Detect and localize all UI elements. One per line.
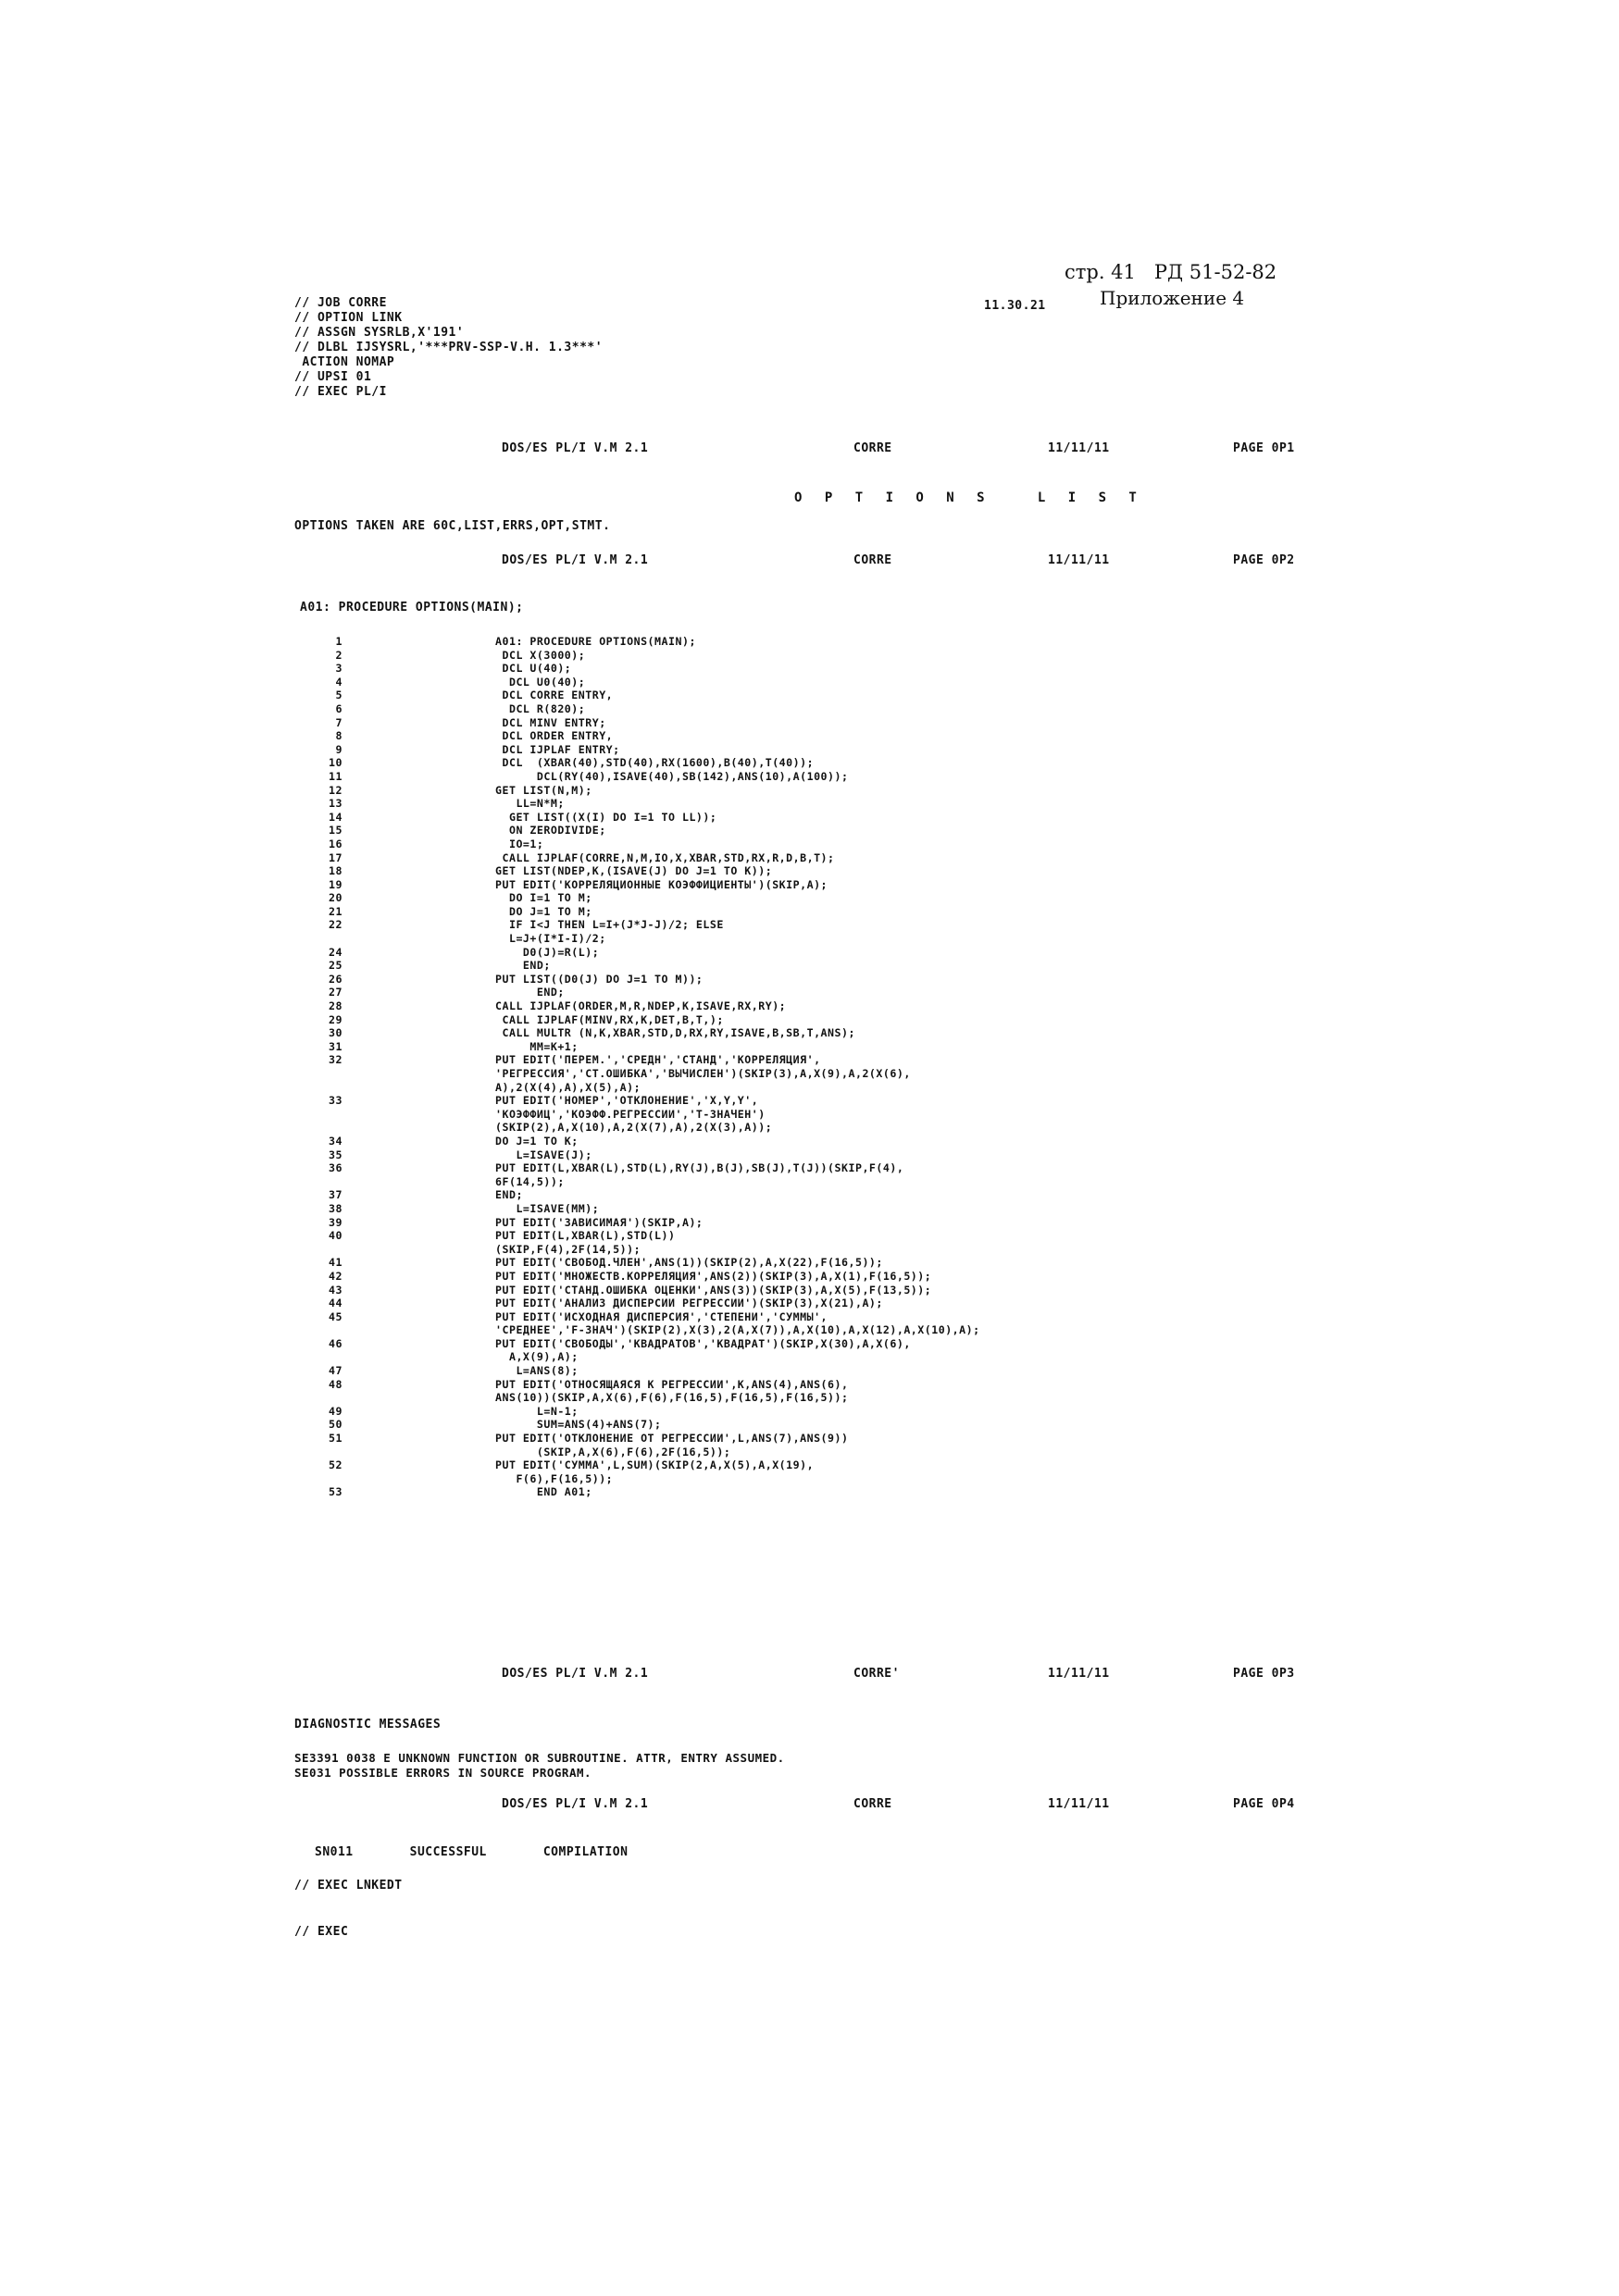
statement-number: 50 — [329, 1418, 342, 1432]
source-statement: CALL IJPLAF(MINV,RX,K,DET,B,T,); — [495, 1012, 724, 1026]
statement-number: 45 — [329, 1309, 342, 1323]
source-statement: END; — [495, 959, 551, 973]
source-statement: PUT EDIT('СТАНД.ОШИБКА ОЦЕНКИ',ANS(3))(SKIP(3),A,X(5),F(13,5)); — [495, 1283, 932, 1297]
statement-number: 16 — [329, 837, 342, 850]
source-statement: END A01; — [495, 1485, 592, 1499]
jcl-line: // UPSI 01 — [294, 370, 372, 384]
source-statement: PUT EDIT('ОТКЛОНЕНИЕ ОТ РЕГРЕССИИ',L,ANS(7),ANS(9)) — [495, 1432, 849, 1446]
source-statement: DCL (XBAR(40),STD(40),RX(1600),B(40),T(40)); — [495, 756, 815, 770]
statement-number: 48 — [329, 1377, 342, 1391]
source-statement: DO I=1 TO M; — [495, 891, 592, 905]
statement-number: 6 — [335, 701, 342, 715]
source-statement: 6F(14,5)); — [495, 1174, 565, 1188]
source-statement: MM=K+1; — [495, 1039, 579, 1053]
statement-number: 34 — [329, 1134, 342, 1148]
statement-number: 22 — [329, 918, 342, 932]
statement-number: 13 — [329, 797, 342, 811]
jcl-line: // OPTION LINK — [294, 311, 403, 325]
statement-number: 26 — [329, 972, 342, 986]
source-statement: PUT EDIT('АНАЛИЗ ДИСПЕРСИИ РЕГРЕССИИ')(SKIP(3),X(21),A); — [495, 1297, 883, 1310]
statement-number: 27 — [329, 986, 342, 999]
jcl-line: // DLBL IJSYSRL,'***PRV-SSP-V.H. 1.3***' — [294, 341, 604, 354]
source-statement: SUM=ANS(4)+ANS(7); — [495, 1418, 662, 1432]
compilation-status: SN011 SUCCESSFUL COMPILATION — [315, 1845, 629, 1859]
source-statement: L=ANS(8); — [495, 1364, 579, 1378]
statement-number: 51 — [329, 1432, 342, 1446]
statement-number: 32 — [329, 1053, 342, 1067]
source-statement: GET LIST(N,M); — [495, 783, 592, 797]
statement-number: 21 — [329, 904, 342, 918]
options-list-title: O P T I O N S L I S T — [794, 490, 1144, 505]
source-statement: GET LIST((X(I) DO I=1 TO LL)); — [495, 810, 717, 824]
source-statement: 'РЕГРЕССИЯ','СТ.ОШИБКА','ВЫЧИСЛЕН')(SKIP(3),A,X(9),A,2(X(6), — [495, 1067, 911, 1080]
options-taken: OPTIONS TAKEN ARE 60C,LIST,ERRS,OPT,STMT. — [294, 519, 611, 533]
statement-number: 7 — [335, 715, 342, 729]
statement-number: 31 — [329, 1039, 342, 1053]
statement-number: 24 — [329, 945, 342, 959]
source-statement: DCL R(820); — [495, 701, 586, 715]
jcl-exec-lnkedt: // EXEC LNKEDT — [294, 1879, 403, 1893]
compiler-version: DOS/ES PL/I V.M 2.1 — [502, 1667, 649, 1681]
statement-number: 19 — [329, 877, 342, 891]
source-statement: GET LIST(NDEP,K,(ISAVE(J) DO J=1 TO K)); — [495, 864, 773, 878]
source-statement: ON ZERODIVIDE; — [495, 824, 606, 838]
source-statement: A),2(X(4),A),X(5),A); — [495, 1080, 641, 1094]
statement-number: 2 — [335, 648, 342, 662]
source-statement: PUT EDIT(L,XBAR(L),STD(L),RY(J),B(J),SB(J),T(J))(SKIP,F(4), — [495, 1161, 904, 1175]
statement-number: 30 — [329, 1026, 342, 1040]
print-time: 11.30.21 — [984, 299, 1046, 313]
compiler-version: DOS/ES PL/I V.M 2.1 — [502, 553, 649, 567]
statement-number: 47 — [329, 1364, 342, 1378]
diagnostic-message: SE031 POSSIBLE ERRORS IN SOURCE PROGRAM. — [294, 1766, 592, 1780]
statement-number: 8 — [335, 729, 342, 743]
compile-date: 11/11/11 — [1048, 441, 1110, 455]
source-statement: PUT EDIT('СВОБОДЫ','КВАДРАТОВ','КВАДРАТ')(SKIP,X(30),A,X(6), — [495, 1336, 911, 1350]
statement-number: 10 — [329, 756, 342, 770]
program-name: CORRE — [853, 441, 892, 455]
source-statement: (SKIP(2),A,X(10),A,2(X(7),A),2(X(3),A)); — [495, 1121, 773, 1135]
statement-number: 17 — [329, 850, 342, 864]
statement-number: 5 — [335, 689, 342, 702]
source-statement: D0(J)=R(L); — [495, 945, 600, 959]
source-statement: DO J=1 TO K; — [495, 1134, 579, 1148]
page-number: PAGE 0P3 — [1233, 1667, 1295, 1681]
statement-number: 18 — [329, 864, 342, 878]
source-statement: PUT EDIT('СУММА',L,SUM)(SKIP(2,A,X(5),A,X(19), — [495, 1458, 815, 1472]
statement-number: 46 — [329, 1336, 342, 1350]
source-statement: DCL U0(40); — [495, 675, 586, 689]
statement-number: 38 — [329, 1201, 342, 1215]
statement-number: 29 — [329, 1012, 342, 1026]
statement-number: 44 — [329, 1297, 342, 1310]
statement-number: 37 — [329, 1188, 342, 1202]
procedure-heading: A01: PROCEDURE OPTIONS(MAIN); — [300, 601, 524, 614]
diagnostic-message: SE3391 0038 E UNKNOWN FUNCTION OR SUBROUTINE. ATTR, ENTRY ASSUMED. — [294, 1751, 785, 1765]
statement-number: 53 — [329, 1485, 342, 1499]
statement-number: 12 — [329, 783, 342, 797]
program-name: CORRE — [853, 553, 892, 567]
statement-number: 14 — [329, 810, 342, 824]
jcl-block — [294, 296, 603, 400]
program-name: CORRE — [853, 1797, 892, 1811]
source-statement: PUT EDIT('ИСХОДНАЯ ДИСПЕРСИЯ','СТЕПЕНИ','СУММЫ', — [495, 1309, 828, 1323]
source-statement: DCL MINV ENTRY; — [495, 715, 606, 729]
statement-number: 4 — [335, 675, 342, 689]
page-number: PAGE 0P4 — [1233, 1797, 1295, 1811]
source-statement: END; — [495, 986, 565, 999]
program-name: CORRE' — [853, 1667, 900, 1681]
source-statement: PUT EDIT('ПЕРЕМ.','СРЕДН','СТАНД','КОРРЕЛЯЦИЯ', — [495, 1053, 821, 1067]
source-statement: PUT EDIT('МНОЖЕСТВ.КОРРЕЛЯЦИЯ',ANS(2))(SKIP(3),A,X(1),F(16,5)); — [495, 1269, 932, 1283]
source-statement: A,X(9),A); — [495, 1350, 579, 1364]
statement-number: 11 — [329, 769, 342, 783]
page-reference: стр. 41 РД 51-52-82 — [1065, 261, 1277, 283]
statement-number: 33 — [329, 1094, 342, 1108]
source-statement: DCL CORRE ENTRY, — [495, 689, 614, 702]
statement-number: 3 — [335, 662, 342, 676]
statement-number: 52 — [329, 1458, 342, 1472]
jcl-line: ACTION NOMAP — [294, 355, 395, 369]
source-statement: ANS(10))(SKIP,A,X(6),F(6),F(16,5),F(16,5),F(16,5)); — [495, 1391, 849, 1405]
source-statement: DCL IJPLAF ENTRY; — [495, 742, 620, 756]
statement-number: 43 — [329, 1283, 342, 1297]
compiler-version: DOS/ES PL/I V.M 2.1 — [502, 441, 649, 455]
statement-number: 9 — [335, 742, 342, 756]
source-statement: L=ISAVE(MM); — [495, 1201, 600, 1215]
compiler-version: DOS/ES PL/I V.M 2.1 — [502, 1797, 649, 1811]
appendix-label: Приложение 4 — [1100, 287, 1245, 309]
source-statement: PUT EDIT(L,XBAR(L),STD(L)) — [495, 1229, 676, 1243]
page-number: PAGE 0P2 — [1233, 553, 1295, 567]
source-statement: PUT EDIT('НОМЕР','ОТКЛОНЕНИЕ','X,Y,Y', — [495, 1094, 759, 1108]
statement-number: 20 — [329, 891, 342, 905]
statement-number: 49 — [329, 1404, 342, 1418]
statement-number: 36 — [329, 1161, 342, 1175]
source-statement: F(6),F(16,5)); — [495, 1471, 614, 1485]
source-statement: LL=N*M; — [495, 797, 565, 811]
compile-date: 11/11/11 — [1048, 553, 1110, 567]
source-statement: DCL(RY(40),ISAVE(40),SB(142),ANS(10),A(100)); — [495, 769, 849, 783]
source-statement: L=N-1; — [495, 1404, 579, 1418]
source-statement: PUT EDIT('СВОБОД.ЧЛЕН',ANS(1))(SKIP(2),A,X(22),F(16,5)); — [495, 1256, 883, 1270]
source-statement: DCL ORDER ENTRY, — [495, 729, 614, 743]
source-statement: 'СРЕДНЕЕ','F-ЗНАЧ')(SKIP(2),X(3),2(A,X(7)),A,X(10),A,X(12),A,X(10),A); — [495, 1323, 980, 1337]
statement-number: 39 — [329, 1215, 342, 1229]
statement-number: 15 — [329, 824, 342, 838]
jcl-line: // ASSGN SYSRLB,X'191' — [294, 326, 465, 340]
statement-number: 28 — [329, 999, 342, 1013]
source-statement: PUT EDIT('ЗАВИСИМАЯ')(SKIP,A); — [495, 1215, 704, 1229]
source-statement: DCL X(3000); — [495, 648, 586, 662]
source-statement: 'КОЭФФИЦ','КОЭФФ.РЕГРЕССИИ','T-ЗНАЧЕН') — [495, 1107, 766, 1121]
source-statement: (SKIP,F(4),2F(14,5)); — [495, 1242, 641, 1256]
statement-number: 40 — [329, 1229, 342, 1243]
statement-number: 41 — [329, 1256, 342, 1270]
diagnostics-heading: DIAGNOSTIC MESSAGES — [294, 1718, 442, 1731]
statement-number: 42 — [329, 1269, 342, 1283]
source-statement: END; — [495, 1188, 523, 1202]
source-statement: PUT EDIT('ОТНОСЯЩАЯСЯ К РЕГРЕССИИ',K,ANS(4),ANS(6), — [495, 1377, 849, 1391]
source-statement: DCL U(40); — [495, 662, 572, 676]
page-number: PAGE 0P1 — [1233, 441, 1295, 455]
source-statement: IO=1; — [495, 837, 544, 850]
source-statement: DO J=1 TO M; — [495, 904, 592, 918]
statement-number: 1 — [335, 635, 342, 648]
jcl-exec: // EXEC — [294, 1925, 349, 1939]
source-statement: IF I<J THEN L=I+(J*J-J)/2; ELSE — [495, 918, 724, 932]
source-statement: (SKIP,A,X(6),F(6),2F(16,5)); — [495, 1445, 731, 1458]
statement-number: 25 — [329, 959, 342, 973]
statement-number: 35 — [329, 1148, 342, 1161]
source-statement: CALL MULTR (N,K,XBAR,STD,D,RX,RY,ISAVE,B,SB,T,ANS); — [495, 1026, 855, 1040]
compile-date: 11/11/11 — [1048, 1667, 1110, 1681]
compile-date: 11/11/11 — [1048, 1797, 1110, 1811]
source-statement: L=J+(I*I-I)/2; — [495, 932, 606, 946]
source-statement: A01: PROCEDURE OPTIONS(MAIN); — [495, 635, 696, 648]
source-statement: PUT EDIT('КОРРЕЛЯЦИОННЫЕ КОЭФФИЦИЕНТЫ')(SKIP,A); — [495, 877, 828, 891]
jcl-line: // JOB CORRE — [294, 296, 387, 310]
source-statement: PUT LIST((D0(J) DO J=1 TO M)); — [495, 972, 704, 986]
jcl-line: // EXEC PL/I — [294, 385, 387, 399]
source-statement: CALL IJPLAF(ORDER,M,R,NDEP,K,ISAVE,RX,RY); — [495, 999, 787, 1013]
source-statement: CALL IJPLAF(CORRE,N,M,IO,X,XBAR,STD,RX,R,D,B,T); — [495, 850, 835, 864]
source-statement: L=ISAVE(J); — [495, 1148, 592, 1161]
